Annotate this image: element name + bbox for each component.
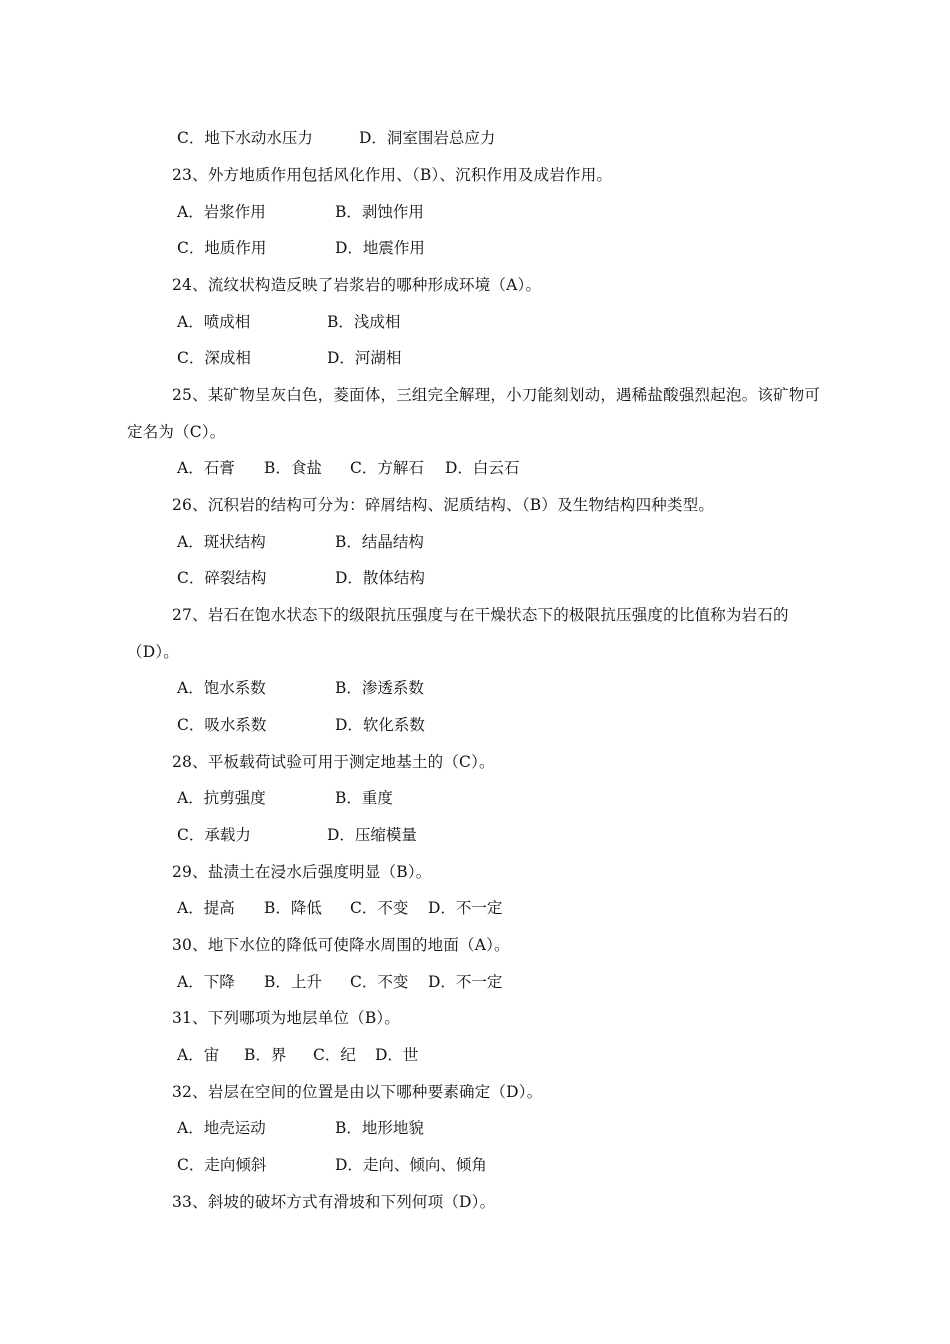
option-a: A．下降 [177, 973, 235, 991]
option-c: C．不变 [350, 973, 409, 991]
option-d: D．地震作用 [335, 239, 425, 257]
option-d: D．世 [375, 1046, 419, 1064]
option-a: A．抗剪强度 [177, 789, 266, 807]
question-25: 25、某矿物呈灰白色，菱面体，三组完全解理，小刀能刻划动，遇稀盐酸强烈起泡。该矿物可 [172, 386, 821, 404]
question-32: 32、岩层在空间的位置是由以下哪种要素确定（D）。 [172, 1083, 543, 1101]
option-c: C．走向倾斜 [177, 1156, 267, 1174]
option-d: D．走向、倾向、倾角 [335, 1156, 487, 1174]
option-c: C．承载力 [177, 826, 251, 844]
option-a: A．斑状结构 [177, 533, 266, 551]
option-d: D．不一定 [428, 973, 503, 991]
question-26: 26、沉积岩的结构可分为：碎屑结构、泥质结构、（B）及生物结构四种类型。 [172, 496, 715, 514]
question-23: 23、外方地质作用包括风化作用、（B）、沉积作用及成岩作用。 [172, 166, 613, 184]
question-31: 31、下列哪项为地层单位（B）。 [172, 1009, 401, 1027]
option-a: A．石膏 [177, 459, 235, 477]
question-24: 24、流纹状构造反映了岩浆岩的哪种形成环境（A）。 [172, 276, 542, 294]
option-c: C．地下水动水压力 [177, 129, 313, 147]
question-30: 30、地下水位的降低可使降水周围的地面（A）。 [172, 936, 510, 954]
option-b: B．上升 [264, 973, 322, 991]
question-33: 33、斜坡的破坏方式有滑坡和下列何项（D）。 [172, 1193, 496, 1211]
option-d: D．压缩模量 [327, 826, 417, 844]
option-c: C．吸水系数 [177, 716, 267, 734]
option-d: D．河湖相 [327, 349, 402, 367]
option-a: A．宙 [177, 1046, 220, 1064]
option-b: B．地形地貌 [335, 1119, 424, 1137]
option-b: B．界 [244, 1046, 287, 1064]
question-28: 28、平板载荷试验可用于测定地基土的（C）。 [172, 753, 495, 771]
option-c: C．纪 [313, 1046, 356, 1064]
option-c: C．深成相 [177, 349, 251, 367]
option-a: A．岩浆作用 [177, 203, 266, 221]
question-25-continued: 定名为（C）。 [127, 423, 226, 441]
option-c: C．地质作用 [177, 239, 267, 257]
option-c: C．方解石 [350, 459, 424, 477]
option-d: D．软化系数 [335, 716, 425, 734]
option-b: B．浅成相 [327, 313, 401, 331]
option-a: A．地壳运动 [177, 1119, 266, 1137]
question-29: 29、盐渍土在浸水后强度明显（B）。 [172, 863, 432, 881]
option-b: B．结晶结构 [335, 533, 424, 551]
option-b: B．食盐 [264, 459, 322, 477]
question-27-continued: （D）。 [127, 643, 179, 661]
option-b: B．剥蚀作用 [335, 203, 424, 221]
option-d: D．散体结构 [335, 569, 425, 587]
option-a: A．饱水系数 [177, 679, 266, 697]
option-b: B．降低 [264, 899, 322, 917]
option-b: B．渗透系数 [335, 679, 424, 697]
option-d: D．洞室围岩总应力 [359, 129, 496, 147]
option-b: B．重度 [335, 789, 393, 807]
option-d: D．不一定 [428, 899, 503, 917]
option-a: A．喷成相 [177, 313, 251, 331]
option-a: A．提高 [177, 899, 235, 917]
option-c: C．不变 [350, 899, 409, 917]
option-d: D．白云石 [445, 459, 520, 477]
question-27: 27、岩石在饱水状态下的级限抗压强度与在干燥状态下的极限抗压强度的比值称为岩石的 [172, 606, 789, 624]
option-c: C．碎裂结构 [177, 569, 267, 587]
